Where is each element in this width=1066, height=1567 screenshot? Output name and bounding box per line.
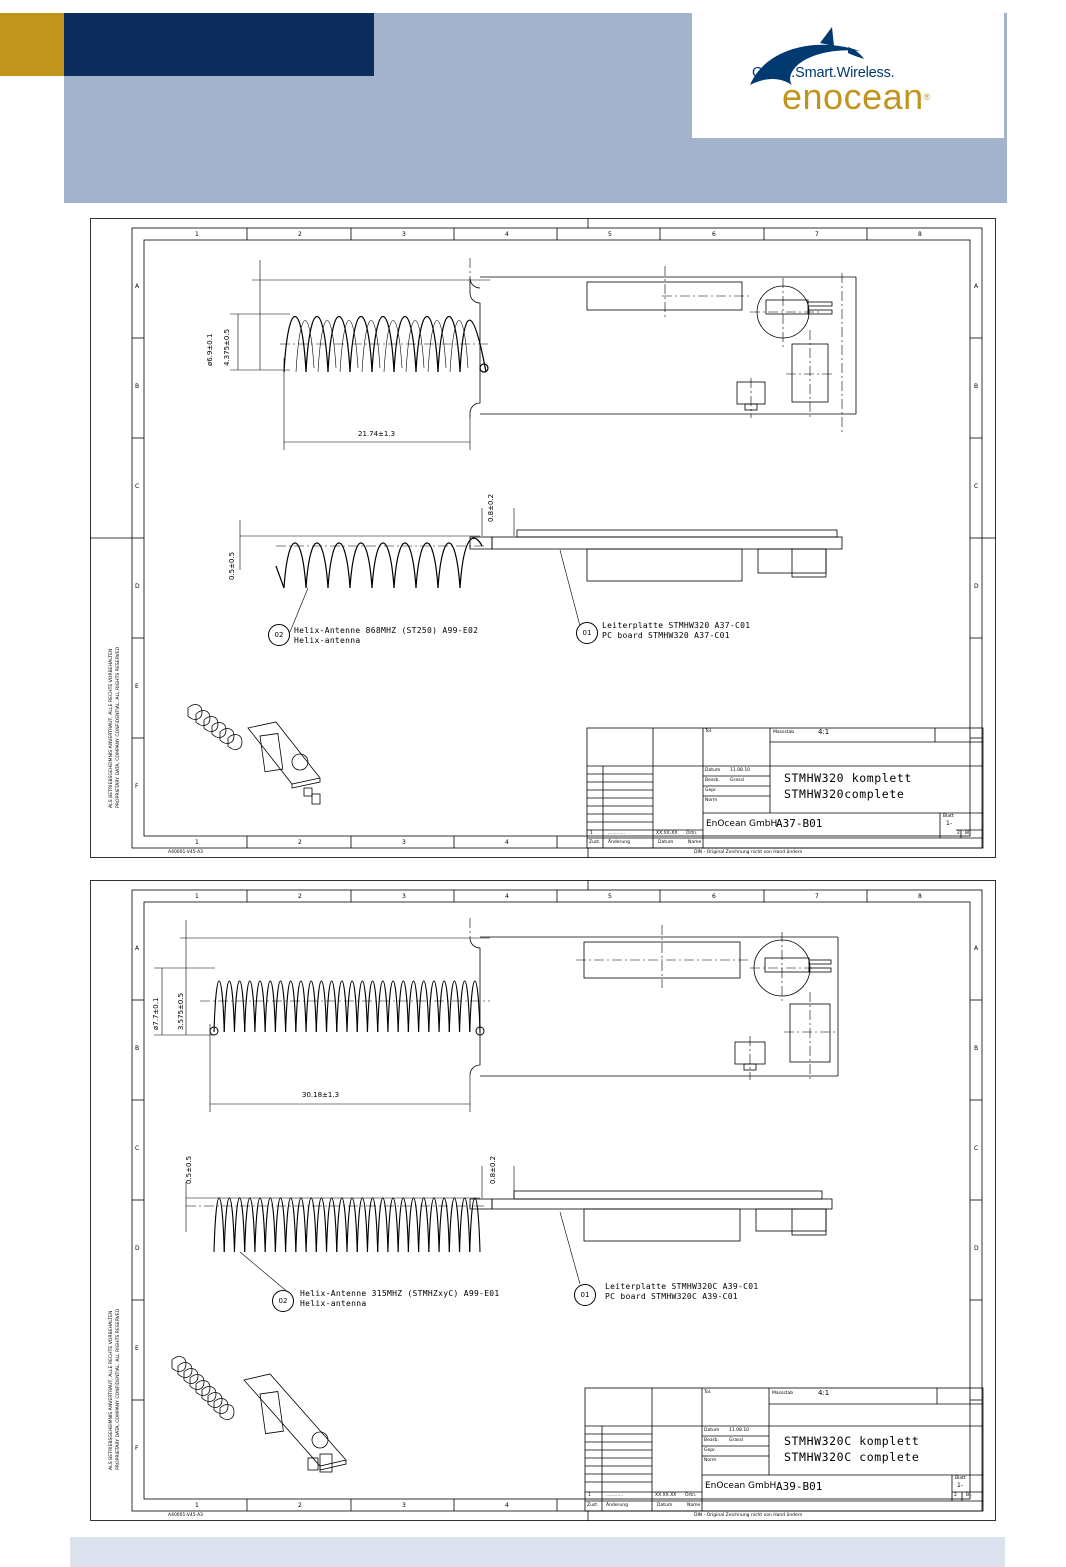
tb-company: EnOcean GmbH [705, 1481, 777, 1491]
confidentiality-note-en: PROPRIETARY DATA, COMPANY CONFIDENTIAL. ALL RIGHTS RESERVED [116, 1308, 121, 1470]
helix-coil [224, 981, 234, 1032]
helix-coil [347, 981, 357, 1032]
zone-row-d: D [135, 1245, 140, 1252]
tb-drawing-number: A37-B01 [776, 817, 823, 830]
zone-row-e: E [135, 1345, 139, 1352]
logo-tagline: Green.Smart.Wireless. [752, 65, 895, 81]
tb-date: 11.08.10 [729, 1428, 750, 1433]
tb-scale: 4:1 [818, 728, 830, 736]
helix-coil [245, 981, 255, 1032]
dimension-length: 21.74±1.3 [358, 430, 396, 438]
helix-coil [296, 981, 306, 1032]
zone-col-6: 6 [712, 893, 716, 900]
enocean-logo [692, 13, 1004, 138]
tb-norm-label: Norm [705, 798, 718, 803]
callout-02-line2: Helix-antenna [294, 636, 361, 645]
dimension-gap: 0.8±0.2 [487, 493, 495, 522]
zone-row-c: C [135, 483, 140, 490]
callout-02-line1: Helix-Antenne 868MHZ (ST250) A99-E02 [294, 626, 479, 635]
tb-tol-label: Tol. [705, 729, 713, 734]
callout-01-line2: PC board STMHW320 A37-C01 [602, 631, 730, 640]
tb-scale-label: Massstab [773, 730, 795, 735]
tb-rev-text: ............ [608, 831, 626, 836]
helix-coil [327, 981, 337, 1032]
tb-scale: 4:1 [818, 1389, 830, 1397]
helix-coil [419, 981, 429, 1032]
helix-coil [286, 981, 296, 1032]
helix-coil [388, 981, 398, 1032]
tb-drawn-label: Bearb. [704, 1438, 719, 1443]
zone-row-d: D [135, 583, 140, 590]
tb-date-label: Datum [704, 1428, 720, 1433]
zone-row-c-right: C [974, 1145, 979, 1152]
tb-rev-index: 1 [588, 1493, 591, 1498]
sheet-code: A40001-V45-A3 [168, 1513, 204, 1518]
tb-title-en: STMHW320complete [784, 787, 905, 801]
helix-coil [398, 981, 408, 1032]
tb-drawn-by: Grassl [729, 1438, 744, 1443]
tb-drawing-number: A39-B01 [776, 1480, 823, 1493]
zone-row-d-right: D [974, 583, 979, 590]
tb-sheet-count: 2 [957, 831, 960, 836]
tb-sheet-of: Bl. [966, 1493, 972, 1498]
zone-row-a-right: A [974, 945, 979, 952]
tb-sheet-count: 2 [954, 1493, 957, 1498]
footer-note: DIN - Original Zeichnung nicht von Hand ändern [694, 1513, 803, 1518]
tb-rev-text: ............ [606, 1493, 624, 1498]
zone-col-4: 4 [505, 231, 509, 238]
tb-rev-h2: Änderung [606, 1503, 628, 1508]
helix-coil [460, 981, 470, 1032]
callout-01-line2: PC board STMHW320C A39-C01 [605, 1292, 739, 1301]
zone-col-5: 5 [608, 893, 612, 900]
tb-rev-index: 1 [590, 831, 593, 836]
helix-coil [378, 981, 388, 1032]
zone-col-7: 7 [815, 231, 819, 238]
helix-coil [408, 981, 418, 1032]
footer-band [70, 1537, 1005, 1567]
helix-coil [337, 981, 347, 1032]
helix-coil [234, 981, 244, 1032]
confidentiality-note-de: ALS BETRIEBSGEHEIMNIS ANVERTRAUT, ALLE RECHTE VORBEHALTEN [109, 648, 114, 808]
tb-drawn-by: Grassl [730, 778, 745, 783]
dimension-pitch: 4.375±0.5 [223, 328, 231, 366]
helix-coil [367, 981, 377, 1032]
tb-rev-h3: Datum [657, 1503, 673, 1508]
zone-col-1: 1 [195, 893, 199, 900]
sheet-code: A40001-V45-A3 [168, 850, 204, 855]
helix-coil [255, 981, 265, 1032]
helix-coil [439, 981, 449, 1032]
callout-bubble-02: 02 [268, 624, 290, 646]
tb-sheet-label: Blatt [943, 814, 954, 819]
zone-row-f: F [135, 1445, 139, 1452]
helix-coil [449, 981, 459, 1032]
callout-02-line1: Helix-Antenne 315MHZ (STMHZxyC) A99-E01 [300, 1289, 500, 1298]
tb-rev-h2: Änderung [608, 840, 630, 845]
dimension-diameter: ø6.9±0.1 [206, 333, 214, 366]
tb-rev-h1: Zust. [587, 1503, 599, 1508]
tb-rev-name: Ortn. [686, 831, 698, 836]
zone-row-e: E [135, 683, 139, 690]
confidentiality-note-en: PROPRIETARY DATA, COMPANY CONFIDENTIAL. ALL RIGHTS RESERVED [116, 646, 121, 808]
confidentiality-note-de: ALS BETRIEBSGEHEIMNIS ANVERTRAUT, ALLE RECHTE VORBEHALTEN [109, 1310, 114, 1470]
drawing-sheet-2 [90, 880, 996, 1521]
tb-tol-label: Tol. [704, 1390, 712, 1395]
callout-01-line1: Leiterplatte STMHW320C A39-C01 [605, 1282, 759, 1291]
zone-col-2-bottom: 2 [298, 839, 302, 846]
tb-date-label: Datum [705, 768, 721, 773]
drawing-sheet-1 [90, 218, 996, 858]
zone-row-b-right: B [974, 383, 979, 390]
dimension-length: 30.18±1.3 [302, 1091, 340, 1099]
zone-row-d-right: D [974, 1245, 979, 1252]
callout-01-line1: Leiterplatte STMHW320 A37-C01 [602, 621, 751, 630]
callout-bubble-02: 02 [272, 1290, 294, 1312]
zone-col-8: 8 [918, 231, 922, 238]
tb-title-de: STMHW320C komplett [784, 1434, 920, 1448]
zone-col-3-bottom: 3 [402, 839, 406, 846]
zone-col-8: 8 [918, 893, 922, 900]
tb-rev-date: XX.XX.XX [656, 831, 678, 836]
technical-drawing-1 [90, 218, 996, 858]
helix-coil [357, 981, 367, 1032]
zone-col-1-bottom: 1 [195, 1502, 199, 1509]
tb-rev-h4: Name [688, 840, 702, 845]
tb-title-en: STMHW320C complete [784, 1450, 920, 1464]
dimension-wire: 0.5±0.5 [228, 551, 236, 580]
callout-bubble-01: 01 [574, 1284, 596, 1306]
tb-checked-label: Gepr. [704, 1448, 716, 1453]
helix-coil [429, 981, 439, 1032]
tb-drawn-label: Bearb. [705, 778, 720, 783]
logo-wordmark: enocean® [782, 76, 931, 117]
zone-col-4-bottom: 4 [505, 1502, 509, 1509]
tb-sheet-of: Bl. [965, 831, 971, 836]
tb-rev-h3: Datum [658, 840, 674, 845]
tb-norm-label: Norm [704, 1458, 717, 1463]
zone-col-3: 3 [402, 893, 406, 900]
header-gold-block [0, 13, 64, 76]
helix-coil [214, 981, 224, 1032]
dimension-pitch: 3.575±0.5 [177, 992, 185, 1030]
zone-col-2-bottom: 2 [298, 1502, 302, 1509]
zone-col-3: 3 [402, 231, 406, 238]
tb-sheet-no: 1- [946, 820, 952, 827]
zone-row-b: B [135, 383, 140, 390]
zone-row-a: A [135, 283, 140, 290]
helix-coil [316, 981, 326, 1032]
tb-company: EnOcean GmbH [706, 819, 778, 829]
tb-rev-date: XX.XX.XX [655, 1493, 677, 1498]
zone-row-c: C [135, 1145, 140, 1152]
zone-col-1-bottom: 1 [195, 839, 199, 846]
footer-note: DIN - Original Zeichnung nicht von Hand ändern [694, 850, 803, 855]
zone-row-a: A [135, 945, 140, 952]
tb-checked-label: Gepr. [705, 788, 717, 793]
zone-col-2: 2 [298, 231, 302, 238]
zone-col-4: 4 [505, 893, 509, 900]
helix-coil [306, 981, 316, 1032]
tb-rev-h4: Name [687, 1503, 701, 1508]
helix-coil [470, 981, 480, 1032]
zone-col-6: 6 [712, 231, 716, 238]
zone-col-3-bottom: 3 [402, 1502, 406, 1509]
helix-coil [265, 981, 275, 1032]
zone-col-5: 5 [608, 231, 612, 238]
tb-date: 11.08.10 [730, 768, 751, 773]
zone-row-b-right: B [974, 1045, 979, 1052]
callout-bubble-01: 01 [576, 622, 598, 644]
zone-row-b: B [135, 1045, 140, 1052]
helix-coil [275, 981, 285, 1032]
dimension-gap: 0.8±0.2 [489, 1155, 497, 1184]
callout-02-line2: Helix-antenna [300, 1299, 367, 1308]
zone-row-f: F [135, 783, 139, 790]
zone-col-4-bottom: 4 [505, 839, 509, 846]
zone-row-a-right: A [974, 283, 979, 290]
header-navy-block [64, 13, 374, 76]
tb-rev-name: Ortn. [685, 1493, 697, 1498]
dimension-wire: 0.5±0.5 [185, 1155, 193, 1184]
tb-rev-h1: Zust. [589, 840, 601, 845]
tb-scale-label: Massstab [772, 1391, 794, 1396]
zone-col-1: 1 [195, 231, 199, 238]
tb-sheet-label: Blatt [955, 1476, 966, 1481]
zone-col-2: 2 [298, 893, 302, 900]
tb-sheet-no: 1- [957, 1482, 963, 1489]
technical-drawing-2 [90, 880, 996, 1521]
zone-col-7: 7 [815, 893, 819, 900]
dimension-diameter: ø7.7±0.1 [152, 997, 160, 1030]
zone-row-c-right: C [974, 483, 979, 490]
tb-title-de: STMHW320 komplett [784, 771, 912, 785]
